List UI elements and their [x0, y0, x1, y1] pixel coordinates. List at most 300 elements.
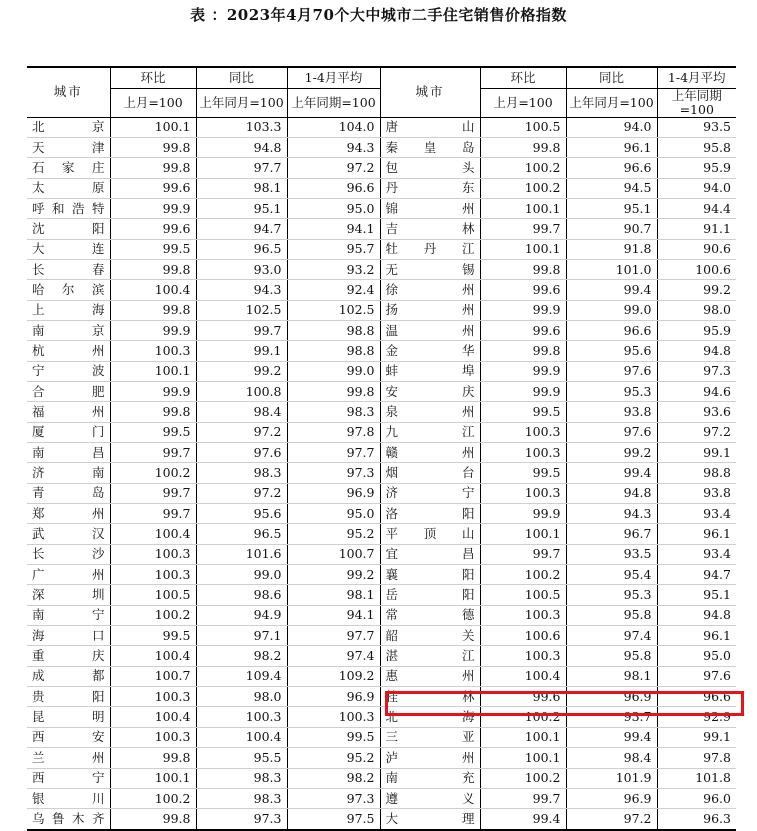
right-yoy-cell: 90.7: [566, 219, 657, 239]
left-avg-cell: 97.5: [287, 809, 380, 830]
left-mom-cell: 99.8: [110, 158, 196, 178]
left-yoy-cell: 99.1: [196, 341, 287, 361]
left-avg-cell: 97.2: [287, 158, 380, 178]
left-avg-cell: 95.2: [287, 748, 380, 768]
left-city-cell: 深圳: [27, 585, 110, 605]
right-mom-cell: 100.1: [480, 524, 566, 544]
right-yoy-cell: 94.8: [566, 483, 657, 503]
table-row: [27, 239, 736, 259]
right-yoy-cell: 95.3: [566, 585, 657, 605]
left-mom-cell: 99.8: [110, 809, 196, 830]
left-city-cell: 西安: [27, 727, 110, 747]
left-avg-cell: 104.0: [287, 117, 380, 137]
left-yoy-cell: 99.2: [196, 361, 287, 381]
left-mom-cell: 100.3: [110, 341, 196, 361]
right-city-cell: 安庆: [380, 381, 480, 401]
right-city-cell: 湛江: [380, 646, 480, 666]
left-city-cell: 银川: [27, 788, 110, 808]
table-row: [27, 178, 736, 198]
right-mom-cell: 99.4: [480, 809, 566, 830]
right-yoy-cell: 95.4: [566, 565, 657, 585]
left-avg-cell: 98.1: [287, 585, 380, 605]
right-yoy-cell: 97.6: [566, 361, 657, 381]
right-yoy-cell: 97.2: [566, 809, 657, 830]
table-row: [27, 748, 736, 768]
right-yoy-cell: 97.4: [566, 626, 657, 646]
right-city-cell: 济宁: [380, 483, 480, 503]
right-city-cell: 韶关: [380, 626, 480, 646]
header-yoy-left: 同比: [196, 67, 287, 88]
table-row: [27, 727, 736, 747]
left-avg-cell: 98.2: [287, 768, 380, 788]
right-avg-cell: 94.0: [657, 178, 736, 198]
left-city-cell: 长春: [27, 259, 110, 279]
right-yoy-cell: 99.4: [566, 463, 657, 483]
right-avg-cell: 99.2: [657, 280, 736, 300]
right-yoy-cell: 99.0: [566, 300, 657, 320]
left-city-cell: 青岛: [27, 483, 110, 503]
left-yoy-cell: 109.4: [196, 666, 287, 686]
right-avg-cell: 93.4: [657, 504, 736, 524]
right-avg-cell: 93.4: [657, 544, 736, 564]
right-avg-cell: 96.3: [657, 809, 736, 830]
left-city-cell: 大连: [27, 239, 110, 259]
left-city-cell: 太原: [27, 178, 110, 198]
left-yoy-cell: 97.3: [196, 809, 287, 830]
header-city-right: 城市: [380, 67, 480, 117]
table-row: [27, 381, 736, 401]
left-mom-cell: 99.7: [110, 483, 196, 503]
table-row: [27, 687, 736, 707]
table-row: [27, 361, 736, 381]
right-avg-cell: 100.6: [657, 259, 736, 279]
header-mom-base-right: 上月=100: [480, 88, 566, 117]
left-city-cell: 天津: [27, 137, 110, 157]
right-avg-cell: 95.1: [657, 585, 736, 605]
table-body: [27, 117, 736, 830]
right-city-cell: 泸州: [380, 748, 480, 768]
left-yoy-cell: 94.8: [196, 137, 287, 157]
table-row: [27, 483, 736, 503]
right-mom-cell: 99.8: [480, 137, 566, 157]
left-city-cell: 合肥: [27, 381, 110, 401]
left-city-cell: 呼和浩特: [27, 198, 110, 218]
right-mom-cell: 99.6: [480, 280, 566, 300]
left-yoy-cell: 95.5: [196, 748, 287, 768]
left-yoy-cell: 101.6: [196, 544, 287, 564]
left-city-cell: 西宁: [27, 768, 110, 788]
left-city-cell: 北京: [27, 117, 110, 137]
header-avg-base-left: 上年同期=100: [287, 88, 380, 117]
table-row: [27, 137, 736, 157]
right-yoy-cell: 99.2: [566, 443, 657, 463]
right-avg-cell: 93.8: [657, 483, 736, 503]
right-city-cell: 岳阳: [380, 585, 480, 605]
right-yoy-cell: 97.6: [566, 422, 657, 442]
left-city-cell: 南京: [27, 320, 110, 340]
left-yoy-cell: 96.5: [196, 524, 287, 544]
left-mom-cell: 100.2: [110, 788, 196, 808]
right-avg-cell: 101.8: [657, 768, 736, 788]
right-mom-cell: 100.2: [480, 768, 566, 788]
right-mom-cell: 99.9: [480, 361, 566, 381]
table-row: [27, 219, 736, 239]
left-avg-cell: 102.5: [287, 300, 380, 320]
right-mom-cell: 99.5: [480, 463, 566, 483]
right-yoy-cell: 93.8: [566, 402, 657, 422]
right-mom-cell: 100.2: [480, 178, 566, 198]
right-avg-cell: 95.9: [657, 320, 736, 340]
table-row: [27, 666, 736, 686]
right-avg-cell: 96.1: [657, 626, 736, 646]
left-avg-cell: 99.0: [287, 361, 380, 381]
right-mom-cell: 100.1: [480, 748, 566, 768]
right-avg-cell: 96.1: [657, 524, 736, 544]
right-yoy-cell: 94.5: [566, 178, 657, 198]
left-yoy-cell: 93.0: [196, 259, 287, 279]
right-mom-cell: 100.1: [480, 727, 566, 747]
left-city-cell: 厦门: [27, 422, 110, 442]
right-yoy-cell: 96.7: [566, 524, 657, 544]
left-avg-cell: 97.8: [287, 422, 380, 442]
left-mom-cell: 99.5: [110, 239, 196, 259]
left-city-cell: 杭州: [27, 341, 110, 361]
left-mom-cell: 100.4: [110, 280, 196, 300]
left-mom-cell: 100.4: [110, 524, 196, 544]
right-city-cell: 温州: [380, 320, 480, 340]
header-avg-left: 1-4月平均: [287, 67, 380, 88]
right-city-cell: 赣州: [380, 443, 480, 463]
right-city-cell: 唐山: [380, 117, 480, 137]
right-city-cell: 金华: [380, 341, 480, 361]
right-city-cell: 丹东: [380, 178, 480, 198]
right-yoy-cell: 95.1: [566, 198, 657, 218]
left-yoy-cell: 98.6: [196, 585, 287, 605]
left-mom-cell: 99.6: [110, 178, 196, 198]
left-mom-cell: 100.4: [110, 707, 196, 727]
left-avg-cell: 98.8: [287, 320, 380, 340]
right-city-cell: 泉州: [380, 402, 480, 422]
left-yoy-cell: 99.7: [196, 320, 287, 340]
left-yoy-cell: 100.8: [196, 381, 287, 401]
table-row: [27, 809, 736, 830]
left-avg-cell: 109.2: [287, 666, 380, 686]
right-mom-cell: 100.6: [480, 626, 566, 646]
left-mom-cell: 99.8: [110, 748, 196, 768]
left-avg-cell: 97.7: [287, 626, 380, 646]
left-yoy-cell: 94.3: [196, 280, 287, 300]
page-title: 表 ：2023年4月70个大中城市二手住宅销售价格指数: [190, 6, 567, 24]
left-yoy-cell: 103.3: [196, 117, 287, 137]
right-mom-cell: 99.7: [480, 788, 566, 808]
right-mom-cell: 99.6: [480, 687, 566, 707]
right-avg-cell: 92.9: [657, 707, 736, 727]
left-avg-cell: 95.0: [287, 198, 380, 218]
right-yoy-cell: 95.8: [566, 605, 657, 625]
right-city-cell: 锦州: [380, 198, 480, 218]
right-avg-cell: 98.0: [657, 300, 736, 320]
right-mom-cell: 100.3: [480, 605, 566, 625]
right-avg-cell: 96.6: [657, 687, 736, 707]
right-yoy-cell: 99.4: [566, 280, 657, 300]
right-avg-cell: 94.7: [657, 565, 736, 585]
left-city-cell: 广州: [27, 565, 110, 585]
right-yoy-cell: 98.1: [566, 666, 657, 686]
right-mom-cell: 100.3: [480, 483, 566, 503]
left-avg-cell: 98.3: [287, 402, 380, 422]
table-row: [27, 402, 736, 422]
left-city-cell: 沈阳: [27, 219, 110, 239]
table-row: [27, 626, 736, 646]
right-yoy-cell: 93.7: [566, 707, 657, 727]
right-avg-cell: 91.1: [657, 219, 736, 239]
right-mom-cell: 100.4: [480, 666, 566, 686]
left-yoy-cell: 94.7: [196, 219, 287, 239]
left-yoy-cell: 94.9: [196, 605, 287, 625]
right-mom-cell: 100.3: [480, 443, 566, 463]
right-city-cell: 秦皇岛: [380, 137, 480, 157]
left-mom-cell: 100.1: [110, 768, 196, 788]
left-mom-cell: 99.9: [110, 320, 196, 340]
left-mom-cell: 99.8: [110, 137, 196, 157]
left-yoy-cell: 102.5: [196, 300, 287, 320]
right-mom-cell: 99.6: [480, 320, 566, 340]
table-row: [27, 646, 736, 666]
right-avg-cell: 97.8: [657, 748, 736, 768]
left-mom-cell: 100.5: [110, 585, 196, 605]
right-city-cell: 遵义: [380, 788, 480, 808]
right-city-cell: 平顶山: [380, 524, 480, 544]
left-avg-cell: 97.3: [287, 463, 380, 483]
left-yoy-cell: 95.6: [196, 504, 287, 524]
right-city-cell: 洛阳: [380, 504, 480, 524]
left-yoy-cell: 97.2: [196, 422, 287, 442]
table-row: [27, 117, 736, 137]
left-yoy-cell: 97.6: [196, 443, 287, 463]
right-avg-cell: 97.3: [657, 361, 736, 381]
right-yoy-cell: 101.9: [566, 768, 657, 788]
right-mom-cell: 100.1: [480, 239, 566, 259]
right-city-cell: 徐州: [380, 280, 480, 300]
right-mom-cell: 99.5: [480, 402, 566, 422]
right-mom-cell: 99.7: [480, 544, 566, 564]
left-avg-cell: 97.3: [287, 788, 380, 808]
left-yoy-cell: 97.2: [196, 483, 287, 503]
right-avg-cell: 96.0: [657, 788, 736, 808]
left-avg-cell: 96.9: [287, 687, 380, 707]
left-mom-cell: 99.6: [110, 219, 196, 239]
header-avg-right: 1-4月平均: [657, 67, 736, 88]
right-mom-cell: 99.9: [480, 300, 566, 320]
header-mom-left: 环比: [110, 67, 196, 88]
left-mom-cell: 99.8: [110, 402, 196, 422]
left-mom-cell: 100.4: [110, 646, 196, 666]
left-avg-cell: 96.9: [287, 483, 380, 503]
table-row: [27, 768, 736, 788]
table-row: [27, 788, 736, 808]
left-avg-cell: 95.7: [287, 239, 380, 259]
left-city-cell: 贵阳: [27, 687, 110, 707]
right-yoy-cell: 93.5: [566, 544, 657, 564]
left-yoy-cell: 96.5: [196, 239, 287, 259]
right-mom-cell: 99.9: [480, 381, 566, 401]
right-city-cell: 桂林: [380, 687, 480, 707]
left-mom-cell: 100.1: [110, 117, 196, 137]
table-row: [27, 544, 736, 564]
left-city-cell: 乌鲁木齐: [27, 809, 110, 830]
right-city-cell: 九江: [380, 422, 480, 442]
left-city-cell: 兰州: [27, 748, 110, 768]
header-yoy-base-right: 上年同月=100: [566, 88, 657, 117]
right-city-cell: 南充: [380, 768, 480, 788]
right-city-cell: 烟台: [380, 463, 480, 483]
left-yoy-cell: 97.1: [196, 626, 287, 646]
right-avg-cell: 93.5: [657, 117, 736, 137]
left-mom-cell: 100.7: [110, 666, 196, 686]
right-city-cell: 惠州: [380, 666, 480, 686]
right-city-cell: 无锡: [380, 259, 480, 279]
left-mom-cell: 100.3: [110, 565, 196, 585]
right-avg-cell: 95.9: [657, 158, 736, 178]
header-mom-right: 环比: [480, 67, 566, 88]
left-mom-cell: 99.8: [110, 259, 196, 279]
left-avg-cell: 93.2: [287, 259, 380, 279]
header-yoy-right: 同比: [566, 67, 657, 88]
right-mom-cell: 100.5: [480, 585, 566, 605]
left-city-cell: 上海: [27, 300, 110, 320]
left-avg-cell: 97.7: [287, 443, 380, 463]
right-mom-cell: 99.7: [480, 219, 566, 239]
right-avg-cell: 97.2: [657, 422, 736, 442]
table-row: [27, 585, 736, 605]
left-avg-cell: 98.8: [287, 341, 380, 361]
header-avg-base-right: 上年同期=100: [657, 88, 736, 117]
left-city-cell: 福州: [27, 402, 110, 422]
table-row: [27, 320, 736, 340]
right-avg-cell: 98.8: [657, 463, 736, 483]
right-mom-cell: 100.2: [480, 158, 566, 178]
left-city-cell: 武汉: [27, 524, 110, 544]
table-row: [27, 707, 736, 727]
right-city-cell: 宜昌: [380, 544, 480, 564]
right-avg-cell: 90.6: [657, 239, 736, 259]
table-row: [27, 422, 736, 442]
right-avg-cell: 93.6: [657, 402, 736, 422]
right-yoy-cell: 95.6: [566, 341, 657, 361]
left-city-cell: 成都: [27, 666, 110, 686]
left-avg-cell: 100.3: [287, 707, 380, 727]
right-yoy-cell: 96.6: [566, 158, 657, 178]
left-avg-cell: 94.1: [287, 605, 380, 625]
left-city-cell: 昆明: [27, 707, 110, 727]
left-avg-cell: 92.4: [287, 280, 380, 300]
left-mom-cell: 99.5: [110, 626, 196, 646]
left-mom-cell: 99.8: [110, 300, 196, 320]
table-row: [27, 443, 736, 463]
right-avg-cell: 94.8: [657, 341, 736, 361]
right-city-cell: 牡丹江: [380, 239, 480, 259]
right-yoy-cell: 91.8: [566, 239, 657, 259]
right-city-cell: 包头: [380, 158, 480, 178]
left-yoy-cell: 98.1: [196, 178, 287, 198]
price-index-table: [27, 66, 736, 831]
left-city-cell: 石家庄: [27, 158, 110, 178]
right-avg-cell: 99.1: [657, 727, 736, 747]
left-avg-cell: 99.5: [287, 727, 380, 747]
table-row: [27, 341, 736, 361]
header-city-left: 城市: [27, 67, 110, 117]
left-yoy-cell: 98.3: [196, 788, 287, 808]
left-avg-cell: 95.2: [287, 524, 380, 544]
right-yoy-cell: 94.0: [566, 117, 657, 137]
table-row: [27, 198, 736, 218]
right-yoy-cell: 96.6: [566, 320, 657, 340]
left-city-cell: 海口: [27, 626, 110, 646]
left-mom-cell: 100.1: [110, 361, 196, 381]
left-city-cell: 哈尔滨: [27, 280, 110, 300]
right-yoy-cell: 95.8: [566, 646, 657, 666]
header-mom-base-left: 上月=100: [110, 88, 196, 117]
left-mom-cell: 99.7: [110, 504, 196, 524]
right-avg-cell: 94.6: [657, 381, 736, 401]
table-row: [27, 463, 736, 483]
left-city-cell: 南宁: [27, 605, 110, 625]
right-avg-cell: 95.8: [657, 137, 736, 157]
right-yoy-cell: 94.3: [566, 504, 657, 524]
left-mom-cell: 99.5: [110, 422, 196, 442]
left-mom-cell: 99.7: [110, 443, 196, 463]
right-mom-cell: 100.5: [480, 117, 566, 137]
right-mom-cell: 99.8: [480, 259, 566, 279]
table-row: [27, 605, 736, 625]
right-mom-cell: 99.8: [480, 341, 566, 361]
left-city-cell: 重庆: [27, 646, 110, 666]
left-avg-cell: 99.8: [287, 381, 380, 401]
table-row: [27, 524, 736, 544]
left-city-cell: 宁波: [27, 361, 110, 381]
right-city-cell: 扬州: [380, 300, 480, 320]
left-city-cell: 济南: [27, 463, 110, 483]
right-city-cell: 蚌埠: [380, 361, 480, 381]
left-yoy-cell: 100.3: [196, 707, 287, 727]
left-mom-cell: 99.9: [110, 381, 196, 401]
left-yoy-cell: 98.3: [196, 768, 287, 788]
left-mom-cell: 100.3: [110, 687, 196, 707]
right-city-cell: 吉林: [380, 219, 480, 239]
right-yoy-cell: 96.1: [566, 137, 657, 157]
right-mom-cell: 100.2: [480, 565, 566, 585]
left-avg-cell: 99.2: [287, 565, 380, 585]
right-mom-cell: 99.9: [480, 504, 566, 524]
right-mom-cell: 100.1: [480, 198, 566, 218]
table-row: [27, 565, 736, 585]
left-mom-cell: 99.9: [110, 198, 196, 218]
left-yoy-cell: 98.2: [196, 646, 287, 666]
right-yoy-cell: 96.9: [566, 687, 657, 707]
right-yoy-cell: 99.4: [566, 727, 657, 747]
left-yoy-cell: 99.0: [196, 565, 287, 585]
right-avg-cell: 99.1: [657, 443, 736, 463]
left-avg-cell: 96.6: [287, 178, 380, 198]
left-yoy-cell: 98.3: [196, 463, 287, 483]
table-row: [27, 280, 736, 300]
table-row: [27, 300, 736, 320]
right-city-cell: 北海: [380, 707, 480, 727]
header-yoy-base-left: 上年同月=100: [196, 88, 287, 117]
left-mom-cell: 100.2: [110, 463, 196, 483]
right-yoy-cell: 101.0: [566, 259, 657, 279]
left-avg-cell: 100.7: [287, 544, 380, 564]
